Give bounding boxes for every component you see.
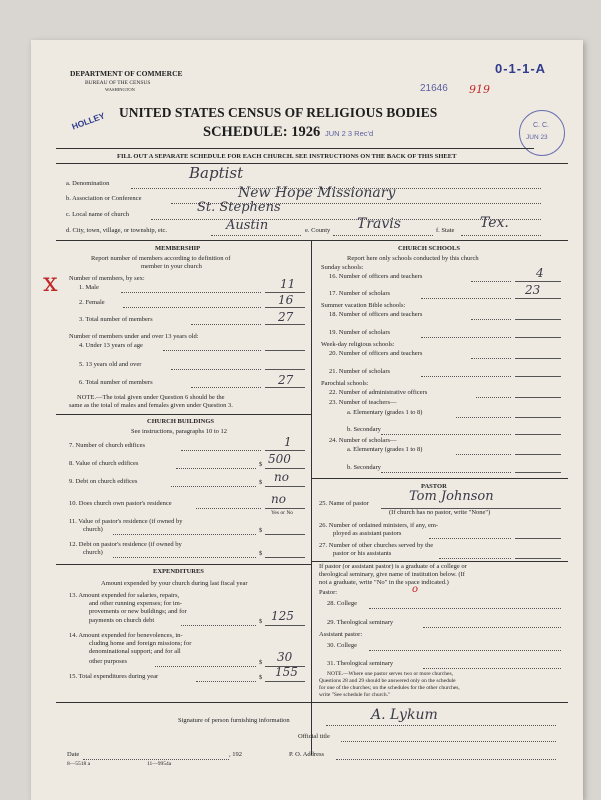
date-label: Date (67, 751, 80, 758)
city-heading: WASHINGTON (105, 87, 135, 92)
total-members-value: 27 (278, 310, 294, 324)
edifices-label: 7. Number of church edifices (69, 442, 145, 449)
edifice-value-dollar: $ (259, 461, 263, 468)
denomination-label: a. Denomination (66, 180, 110, 187)
total-expenditures-dollar: $ (259, 674, 263, 681)
red-file-number: 919 (469, 83, 490, 96)
holley-annotation: HOLLEY (70, 110, 107, 132)
pastor-note-2: Questions 28 and 29 should be answered only on the schedule (319, 678, 456, 684)
assistant-seminary-label: 31. Theological seminary (327, 660, 394, 667)
pastor-name-label: 25. Name of pastor (319, 500, 369, 507)
instruction-line: FILL OUT A SEPARATE SCHEDULE FOR EACH CHURCH. SEE INSTRUCTIONS ON THE BACK OF THIS SHEET (117, 153, 457, 160)
seal-date-text: JUN 23 (526, 134, 548, 141)
stamp-number: 21646 (420, 83, 448, 94)
scholars-secondary-label: b. Secondary (347, 464, 381, 471)
schools-intro: Report here only schools conducted by this church (347, 255, 479, 262)
residence-owned-value: no (271, 492, 286, 506)
female-label: 2. Female (79, 299, 105, 306)
membership-note-2: same as the total of males and females given under Question 3. (69, 402, 233, 409)
buildings-sub: See instructions, paragraphs 10 to 12 (131, 428, 228, 435)
pastor-note-1: NOTE.—Where one pastor serves two or more churches, (327, 671, 453, 677)
pastor-education-label: Pastor: (319, 589, 338, 596)
signature-label: Signature of person furnishing information (178, 717, 290, 724)
other-churches-label-1: 27. Number of other churches served by the (319, 542, 434, 549)
female-value: 16 (278, 293, 294, 307)
county-label: e. County (305, 227, 331, 234)
form-code-1: 8—5518 a (67, 761, 91, 767)
ordained-label-1: 26. Number of ordained ministers, if any, em- (319, 522, 439, 529)
graduate-instruction-3: not a graduate, write "No" in the space indicated.) (319, 579, 449, 586)
residence-value-label-2: church) (83, 526, 103, 533)
city-value: Austin (226, 218, 269, 233)
census-schedule-page (31, 40, 583, 800)
edifice-value-amount: 500 (268, 452, 291, 466)
pastor-name-value: Tom Johnson (409, 489, 494, 504)
total-members-label: 3. Total number of members (79, 316, 153, 323)
sex-label: Number of members, by sex: (69, 275, 145, 282)
running-expenses-dollar: $ (259, 618, 263, 625)
official-title-label: Official title (298, 733, 330, 740)
sunday-officers-label: 16. Number of officers and teachers (329, 273, 423, 280)
total-members-2-value: 27 (278, 373, 294, 387)
edifices-value: 1 (284, 435, 292, 449)
local-name-label: c. Local name of church (66, 211, 129, 218)
membership-note-1: NOTE.—The total given under Question 6 should be the (77, 394, 225, 401)
benevolences-label-3: denominational support; and for all (89, 648, 181, 655)
schools-title: CHURCH SCHOOLS (398, 245, 460, 252)
pastor-education-mark: o (412, 584, 419, 595)
weekday-schools-label: Week-day religious schools: (321, 341, 395, 348)
weekday-officers-label: 20. Number of officers and teachers (329, 350, 423, 357)
sunday-schools-label: Sunday schools: (321, 264, 364, 271)
form-id: 0-1-1-A (495, 61, 547, 76)
edifice-debt-dollar: $ (259, 479, 263, 486)
parochial-schools-label: Parochial schools: (321, 380, 369, 387)
teachers-secondary-label: b. Secondary (347, 426, 381, 433)
benevolences-label-2: cluding home and foreign missions; for (89, 640, 192, 647)
seal-top-text: C. C. (533, 122, 549, 129)
benevolences-label-1: 14. Amount expended for benevolences, in- (69, 632, 183, 639)
scholars-elementary-label: a. Elementary (grades 1 to 8) (347, 446, 423, 453)
running-expenses-label-3: provements or new buildings; and for (89, 608, 187, 615)
under-13-label: 4. Under 13 years of age (79, 342, 143, 349)
city-label: d. City, town, village, or township, etc. (66, 227, 168, 234)
yes-no-hint: Yes or No (271, 510, 294, 516)
male-label: 1. Male (79, 284, 99, 291)
denomination-value: Baptist (189, 164, 244, 182)
pastor-note-4: write "See schedule for church." (319, 692, 391, 698)
ordained-label-2: ployed as assistant pastors (333, 530, 402, 537)
state-value: Tex. (480, 215, 509, 231)
po-address-label: P. O. Address (289, 751, 325, 758)
red-check-mark: x (43, 268, 58, 298)
signature-value: A. Lykum (371, 707, 438, 723)
benevolences-value: 30 (277, 650, 293, 664)
sunday-scholars-value: 23 (525, 283, 541, 297)
form-code-2: 11—9954a (147, 761, 172, 767)
edifice-value-label: 8. Value of church edifices (69, 460, 139, 467)
residence-debt-label-1: 12. Debt on pastor's residence (if owned by (69, 541, 182, 548)
residence-owned-label: 10. Does church own pastor's residence (69, 500, 172, 507)
expenditures-title: EXPENDITURES (153, 568, 204, 575)
pastor-college-label: 28. College (327, 600, 357, 607)
summer-scholars-label: 19. Number of scholars (329, 329, 391, 336)
edifice-debt-label: 9. Debt on church edifices (69, 478, 138, 485)
edifice-debt-value: no (274, 470, 289, 484)
schedule-title: SCHEDULE: 1926 (203, 124, 321, 140)
expenditures-sub: Amount expended by your church during last fiscal year (101, 580, 248, 587)
membership-title: MEMBERSHIP (155, 245, 201, 252)
total-members-2-label: 6. Total number of members (79, 379, 153, 386)
residence-value-label-1: 11. Value of pastor's residence (if owned by (69, 518, 183, 525)
local-name-value: St. Stephens (197, 200, 281, 215)
total-expenditures-value: 155 (275, 665, 298, 679)
benevolences-dollar: $ (259, 659, 263, 666)
graduate-instruction-1: If pastor (or assistant pastor) is a graduate of a college or (319, 563, 467, 570)
state-label: f. State (436, 227, 455, 234)
pastor-seminary-label: 29. Theological seminary (327, 619, 394, 626)
assistant-college-label: 30. College (327, 642, 357, 649)
age-label: Number of members under and over 13 years old: (69, 333, 199, 340)
running-expenses-value: 125 (271, 609, 294, 623)
summer-schools-label: Summer vacation Bible schools: (321, 302, 406, 309)
buildings-title: CHURCH BUILDINGS (147, 418, 214, 425)
over-13-label: 5. 13 years old and over (79, 361, 142, 368)
membership-intro-1: Report number of members according to definition of (91, 255, 231, 262)
parochial-teachers-label: 23. Number of teachers— (329, 399, 397, 406)
pastor-title: PASTOR (421, 483, 447, 490)
assistant-education-label: Assistant pastor: (319, 631, 363, 638)
county-value: Travis (357, 216, 401, 232)
residence-debt-label-2: church) (83, 549, 103, 556)
benevolences-label-4: other purposes (89, 658, 128, 665)
other-churches-label-2: pastor or his assistants (333, 550, 392, 557)
form-title: UNITED STATES CENSUS OF RELIGIOUS BODIES (119, 105, 438, 120)
pastor-note-3: for one of the churches; on the schedules for the other churches, (319, 685, 460, 691)
residence-debt-dollar: $ (259, 550, 263, 557)
received-seal (519, 110, 565, 156)
association-label: b. Association or Conference (66, 195, 142, 202)
association-value: New Hope Missionary (238, 185, 396, 201)
parochial-admin-label: 22. Number of administrative officers (329, 389, 428, 396)
graduate-instruction-2: theological seminary, give name of institution below. (If (319, 571, 465, 578)
running-expenses-label-1: 13. Amount expended for salaries, repairs, (69, 592, 180, 599)
weekday-scholars-label: 21. Number of scholars (329, 368, 391, 375)
parochial-scholars-label: 24. Number of scholars— (329, 437, 397, 444)
running-expenses-label-4: payments on church debt (89, 617, 155, 624)
year-label: , 192 (229, 751, 242, 758)
pastor-none-hint: (If church has no pastor, write "None") (389, 509, 491, 516)
department-heading: DEPARTMENT OF COMMERCE (70, 69, 183, 78)
membership-intro-2: member in your church (141, 263, 202, 270)
received-date-stamp: JUN 2 3 Rec'd (325, 129, 374, 138)
residence-value-dollar: $ (259, 527, 263, 534)
summer-officers-label: 18. Number of officers and teachers (329, 311, 423, 318)
sunday-scholars-label: 17. Number of scholars (329, 290, 391, 297)
bureau-heading: BUREAU OF THE CENSUS (85, 80, 151, 86)
teachers-elementary-label: a. Elementary (grades 1 to 8) (347, 409, 423, 416)
running-expenses-label-2: and other running expenses; for im- (89, 600, 182, 607)
sunday-officers-value: 4 (536, 266, 544, 280)
total-expenditures-label: 15. Total expenditures during year (69, 673, 159, 680)
male-value: 11 (280, 277, 296, 291)
